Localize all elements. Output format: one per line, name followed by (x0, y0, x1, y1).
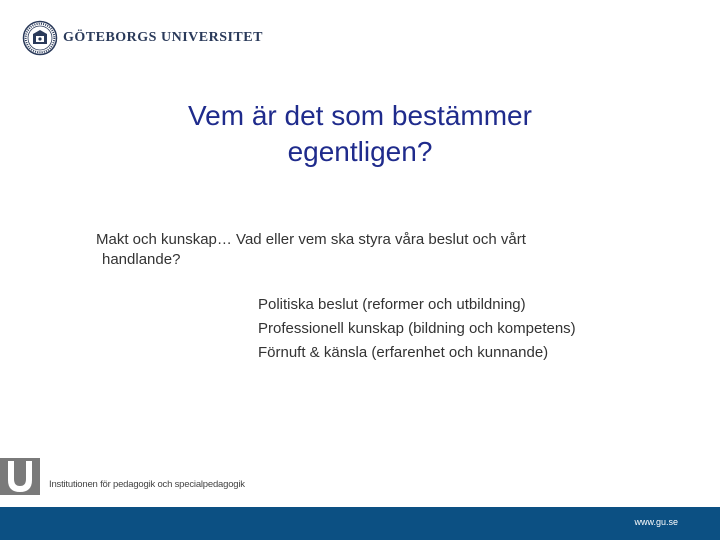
intro-line-1: Makt och kunskap… Vad eller vem ska styra våra beslut och vårt (96, 231, 526, 248)
university-seal-icon (22, 20, 58, 56)
slide-title (0, 98, 720, 170)
list-item: Politiska beslut (reformer och utbildning) (258, 296, 526, 313)
institution-logo (0, 458, 245, 495)
footer-bar (0, 507, 720, 540)
points-list (258, 293, 576, 365)
institution-u-icon (0, 458, 40, 495)
slide-title-line-2: egentligen? (287, 136, 433, 167)
university-name: GÖTEBORGS UNIVERSITET (63, 30, 263, 45)
slide-title-line-1: Vem är det som bestämmer (188, 100, 532, 131)
university-logo (22, 20, 263, 56)
list-item: Professionell kunskap (bildning och kompetens) (258, 320, 576, 337)
intro-line-2: handlande? (102, 251, 181, 268)
institution-name: Institutionen för pedagogik och specialpedagogik (49, 479, 245, 490)
footer-url-link[interactable]: www.gu.se (634, 517, 678, 527)
intro-text (96, 230, 616, 270)
list-item: Förnuft & känsla (erfarenhet och kunnande) (258, 344, 549, 361)
